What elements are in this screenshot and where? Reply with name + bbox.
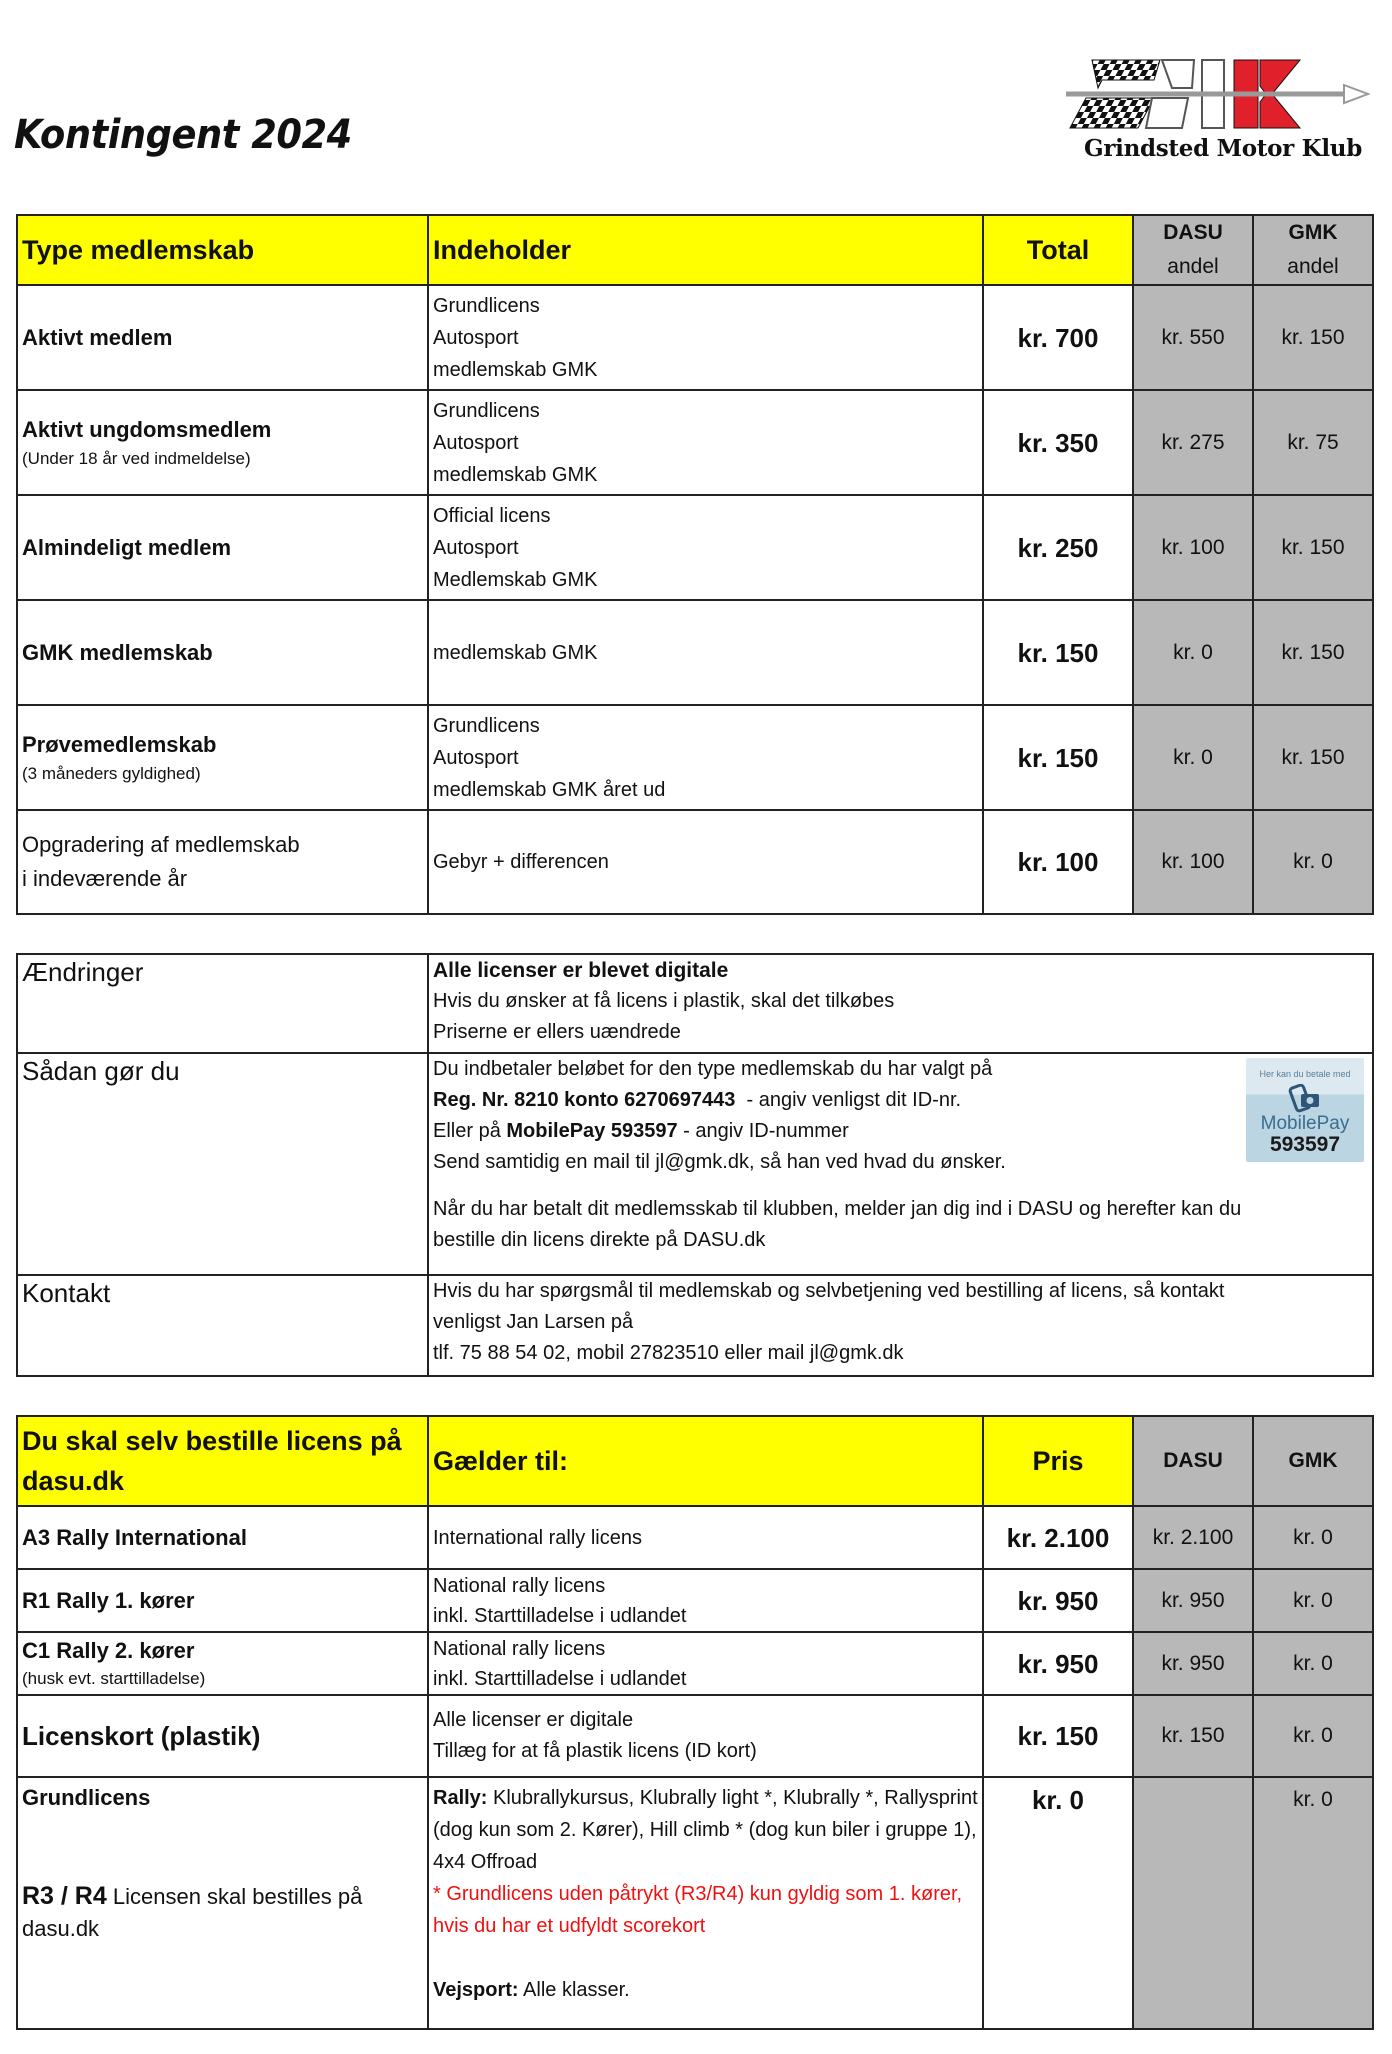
license-applies: Alle licenser er digitale Tillæg for at få plastik licens (ID kort) — [428, 1695, 983, 1777]
license-dasu-share — [1133, 1777, 1253, 2029]
col-header-license-gmk: GMK — [1253, 1416, 1373, 1506]
table-row — [17, 1569, 1373, 1632]
license-table — [16, 1415, 1374, 2030]
mobilepay-badge — [1246, 1058, 1364, 1162]
table-row — [17, 390, 1373, 495]
membership-type: GMK medlemskab — [17, 600, 428, 705]
membership-type: Opgradering af medlemskab i indeværende år — [17, 810, 428, 914]
table-row — [17, 600, 1373, 705]
license-gmk-share: kr. 0 — [1253, 1632, 1373, 1695]
club-name: Grindsted Motor Klub — [1083, 135, 1363, 162]
membership-note: (Under 18 år ved indmeldelse) — [22, 448, 251, 468]
col-header-dasu-title: DASU — [1163, 221, 1223, 244]
membership-type: Prøvemedlemskab (3 måneders gyldighed) — [17, 705, 428, 810]
license-price: kr. 150 — [983, 1695, 1133, 1777]
membership-dasu-share: kr. 100 — [1133, 495, 1253, 600]
changes-label: Ændringer — [17, 954, 428, 1053]
membership-note: (3 måneders gyldighed) — [22, 763, 201, 783]
membership-contents: medlemskab GMK — [428, 600, 983, 705]
membership-contents: Grundlicens Autosport medlemskab GMK året ud — [428, 705, 983, 810]
contact-row — [17, 1275, 1373, 1376]
membership-total: kr. 350 — [983, 390, 1133, 495]
membership-contents: Official licens Autosport Medlemskab GMK — [428, 495, 983, 600]
grundlicens-warning: * Grundlicens uden påtrykt (R3/R4) kun gyldig som 1. kører, hvis du har et udfyldt scorekort — [433, 1883, 963, 1937]
club-logo — [1062, 52, 1384, 164]
license-gmk-share: kr. 0 — [1253, 1569, 1373, 1632]
license-applies: National rally licens inkl. Starttilladelse i udlandet — [428, 1569, 983, 1632]
mobilepay-number: 593597 — [1269, 1133, 1341, 1156]
col-header-contains: Indeholder — [428, 215, 983, 285]
changes-row — [17, 954, 1373, 1053]
table-row — [17, 1695, 1373, 1777]
membership-type: Aktivt ungdomsmedlem (Under 18 år ved indmeldelse) — [17, 390, 428, 495]
membership-gmk-share: kr. 150 — [1253, 600, 1373, 705]
membership-gmk-share: kr. 0 — [1253, 810, 1373, 914]
license-gmk-share: kr. 0 — [1253, 1695, 1373, 1777]
bank-account: Reg. Nr. 8210 konto 6270697443 — [433, 1089, 736, 1111]
license-price: kr. 950 — [983, 1569, 1133, 1632]
contact-label: Kontakt — [17, 1275, 428, 1376]
membership-type: Almindeligt medlem — [17, 495, 428, 600]
grundlicens-applies: Rally: Klubrallykursus, Klubrally light *, Klubrally *, Rallysprint (dog kun som 2. Kører), Hill climb * (dog kun biler i gruppe 1), 4x4 Offroad * Grundlicens uden påtrykt (R3/R4) kun gyldig som 1. kører, hvis du har et udfyldt scorekort Vejsport: Alle klasser. — [428, 1777, 983, 2029]
license-note: (husk evt. starttilladelse) — [22, 1668, 206, 1688]
license-type: A3 Rally International — [17, 1506, 428, 1569]
membership-dasu-share: kr. 0 — [1133, 600, 1253, 705]
membership-gmk-share: kr. 150 — [1253, 495, 1373, 600]
membership-contents: Grundlicens Autosport medlemskab GMK — [428, 390, 983, 495]
table-row — [17, 495, 1373, 600]
membership-type: Aktivt medlem — [17, 285, 428, 390]
col-header-total: Total — [983, 215, 1133, 285]
license-gmk-share: kr. 0 — [1253, 1506, 1373, 1569]
membership-gmk-share: kr. 75 — [1253, 390, 1373, 495]
howto-content: Her kan du betale med MobilePay 593597 Du indbetaler beløbet for den type medlemskab du har valgt på Reg. Nr. 8210 konto 6270697443 - angiv venligst dit ID-nr. Eller på MobilePay 593597 - angiv ID-nummer Send samtidig en mail til jl@gmk.dk, så han ved hvad du ønsker. Når du har betalt dit medlemsskab til klubben, melder jan dig ind i DASU og herefter kan du bestille din licens direkte på DASU.dk — [428, 1053, 1373, 1275]
mobilepay-brand: MobilePay — [1260, 1113, 1350, 1134]
membership-header-row — [17, 215, 1373, 285]
membership-total: kr. 150 — [983, 600, 1133, 705]
info-table — [16, 953, 1374, 1377]
contact-phone-mail: tlf. 75 88 54 02, mobil 27823510 eller mail jl@gmk.dk — [433, 1342, 904, 1364]
license-type: R1 Rally 1. kører — [17, 1569, 428, 1632]
license-price: kr. 2.100 — [983, 1506, 1133, 1569]
membership-dasu-share: kr. 0 — [1133, 705, 1253, 810]
license-header-row — [17, 1416, 1373, 1506]
membership-contents: Gebyr + differencen — [428, 810, 983, 914]
license-price: kr. 0 — [983, 1777, 1133, 2029]
changes-content: Alle licenser er blevet digitale Hvis du ønsker at få licens i plastik, skal det tilkøbes Priserne er ellers uændrede — [428, 954, 1373, 1053]
col-header-license-dasu: DASU — [1133, 1416, 1253, 1506]
membership-total: kr. 250 — [983, 495, 1133, 600]
mobilepay-phone-icon — [1285, 1084, 1325, 1114]
changes-heading: Alle licenser er blevet digitale — [433, 959, 729, 982]
grundlicens-row — [17, 1777, 1373, 2029]
membership-total: kr. 100 — [983, 810, 1133, 914]
col-header-dasu-sub: andel — [1167, 255, 1219, 278]
col-header-license-type: Du skal selv bestille licens på dasu.dk — [17, 1416, 428, 1506]
membership-contents: Grundlicens Autosport medlemskab GMK — [428, 285, 983, 390]
membership-total: kr. 700 — [983, 285, 1133, 390]
license-type: C1 Rally 2. kører (husk evt. starttilladelse) — [17, 1632, 428, 1695]
col-header-type: Type medlemskab — [17, 215, 428, 285]
license-applies: International rally licens — [428, 1506, 983, 1569]
col-header-gmk-title: GMK — [1288, 221, 1338, 244]
col-header-gmk — [1253, 215, 1373, 285]
howto-label: Sådan gør du — [17, 1053, 428, 1275]
col-header-gmk-sub: andel — [1287, 255, 1339, 278]
license-applies: National rally licens inkl. Starttilladelse i udlandet — [428, 1632, 983, 1695]
table-row — [17, 810, 1373, 914]
table-row — [17, 705, 1373, 810]
col-header-price: Pris — [983, 1416, 1133, 1506]
membership-dasu-share: kr. 275 — [1133, 390, 1253, 495]
howto-row — [17, 1053, 1373, 1275]
membership-table — [16, 214, 1374, 915]
license-dasu-share: kr. 150 — [1133, 1695, 1253, 1777]
mobilepay-caption: Her kan du betale med — [1259, 1069, 1351, 1079]
license-price: kr. 950 — [983, 1632, 1133, 1695]
col-header-dasu — [1133, 215, 1253, 285]
license-type: Licenskort (plastik) — [17, 1695, 428, 1777]
membership-total: kr. 150 — [983, 705, 1133, 810]
contact-content: Hvis du har spørgsmål til medlemskab og selvbetjening ved bestilling af licens, så kontakt venligst Jan Larsen på tlf. 75 88 54 02, mobil 27823510 eller mail jl@gmk.dk — [428, 1275, 1373, 1376]
table-row — [17, 1632, 1373, 1695]
license-dasu-share: kr. 950 — [1133, 1632, 1253, 1695]
page-title: Kontingent 2024 — [14, 112, 352, 158]
license-dasu-share: kr. 950 — [1133, 1569, 1253, 1632]
gmk-logo-emblem-icon — [1062, 52, 1384, 134]
table-row — [17, 285, 1373, 390]
mobilepay-account: MobilePay 593597 — [506, 1120, 678, 1142]
membership-gmk-share: kr. 150 — [1253, 705, 1373, 810]
table-row — [17, 1506, 1373, 1569]
license-dasu-share: kr. 2.100 — [1133, 1506, 1253, 1569]
grundlicens-type: Grundlicens R3 / R4 Licensen skal bestilles på dasu.dk — [17, 1777, 428, 2029]
license-gmk-share: kr. 0 — [1253, 1777, 1373, 2029]
col-header-applies: Gælder til: — [428, 1416, 983, 1506]
r3r4-note: R3 / R4 Licensen skal bestilles på dasu.dk — [22, 1882, 363, 1941]
membership-dasu-share: kr. 100 — [1133, 810, 1253, 914]
membership-gmk-share: kr. 150 — [1253, 285, 1373, 390]
membership-dasu-share: kr. 550 — [1133, 285, 1253, 390]
